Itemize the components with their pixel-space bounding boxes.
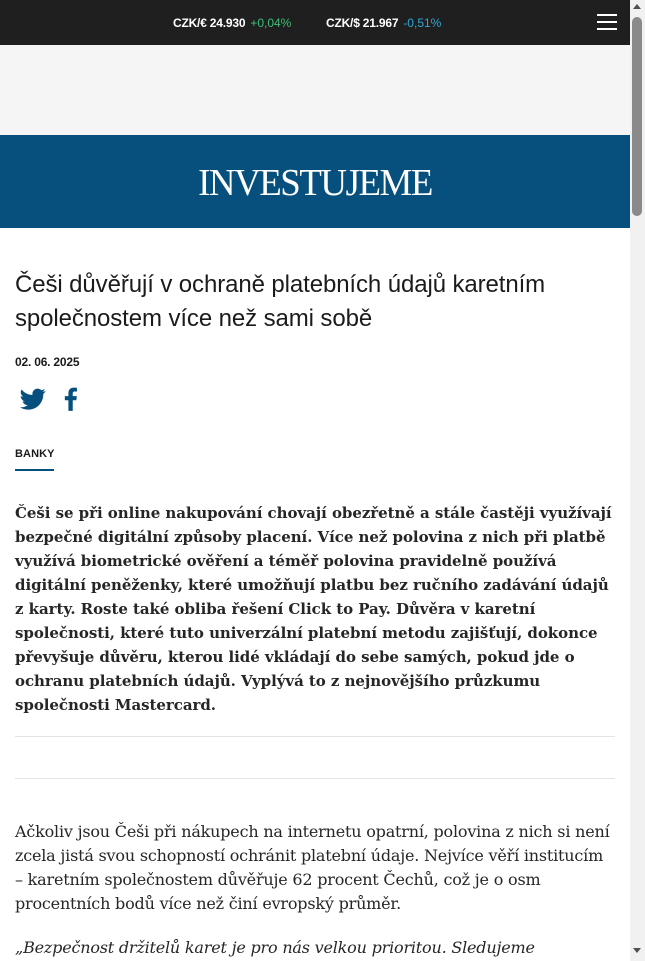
article-lead: Češi se při online nakupování chovají obezřetně a stále častěji využívají bezpečné digitální způsoby placení. Více než polovina z nich při platbě využívá biometrické ověření a téměř polovina pravidelně používá digitální peněženky, které umožňují platbu bez ručního zadávání údajů z karty. Roste také obliba řešení Click to Pay. Důvěra v karetní společnosti, které tuto univerzální platební metodu zajišťují, dokonce převyšuje důvěru, kterou lidé vkládají do sebe samých, pokud jde o ochranu platebních údajů. Vyplývá to z nejnovějšího průzkumu společnosti Mastercard. [15, 504, 612, 714]
vertical-scrollbar[interactable] [630, 0, 645, 961]
ticker-change: +0,04% [250, 16, 292, 30]
ticker-item-eur[interactable] [173, 15, 291, 31]
article-title: Češi důvěřují v ochraně platebních údajů karetním společnostem více než sami sobě [15, 271, 546, 332]
article-date: 02. 06. 2025 [15, 355, 80, 369]
ad-placeholder [0, 45, 630, 135]
article-paragraph: Ačkoliv jsou Češi při nákupech na internetu opatrní, polovina z nich si není zcela jistá svou schopností ochránit platební údaje. Nejvíce věří institucím – karetním společnostem důvěřuje 62 procent Čechů, což je o osm procentních bodů více než činí evropský průměr. [15, 822, 610, 913]
category-underline [15, 469, 54, 471]
currency-ticker [0, 0, 630, 45]
facebook-share-button[interactable] [58, 386, 84, 412]
ticker-pair: CZK/$ 21.967 [326, 16, 399, 30]
divider [15, 736, 615, 737]
article-quote: „Bezpečnost držitelů karet je pro nás velkou prioritou. Sledujeme [15, 938, 535, 957]
scroll-down-arrow-icon[interactable] [633, 948, 641, 953]
twitter-icon [20, 386, 46, 412]
scrollbar-thumb[interactable] [632, 17, 642, 216]
hamburger-menu-icon[interactable] [597, 14, 617, 31]
site-header [0, 135, 630, 228]
menu-line [597, 21, 617, 23]
ticker-item-usd[interactable] [326, 15, 441, 31]
scroll-up-arrow-icon[interactable] [633, 4, 641, 9]
ticker-change: -0,51% [403, 16, 442, 30]
twitter-share-button[interactable] [20, 386, 46, 412]
menu-line [597, 14, 617, 16]
category-link[interactable]: BANKY [15, 448, 55, 460]
menu-line [597, 28, 617, 30]
ticker-pair: CZK/€ 24.930 [173, 16, 246, 30]
divider [15, 778, 615, 779]
facebook-icon [58, 386, 84, 412]
site-logo[interactable]: INVESTUJEME [198, 162, 432, 204]
